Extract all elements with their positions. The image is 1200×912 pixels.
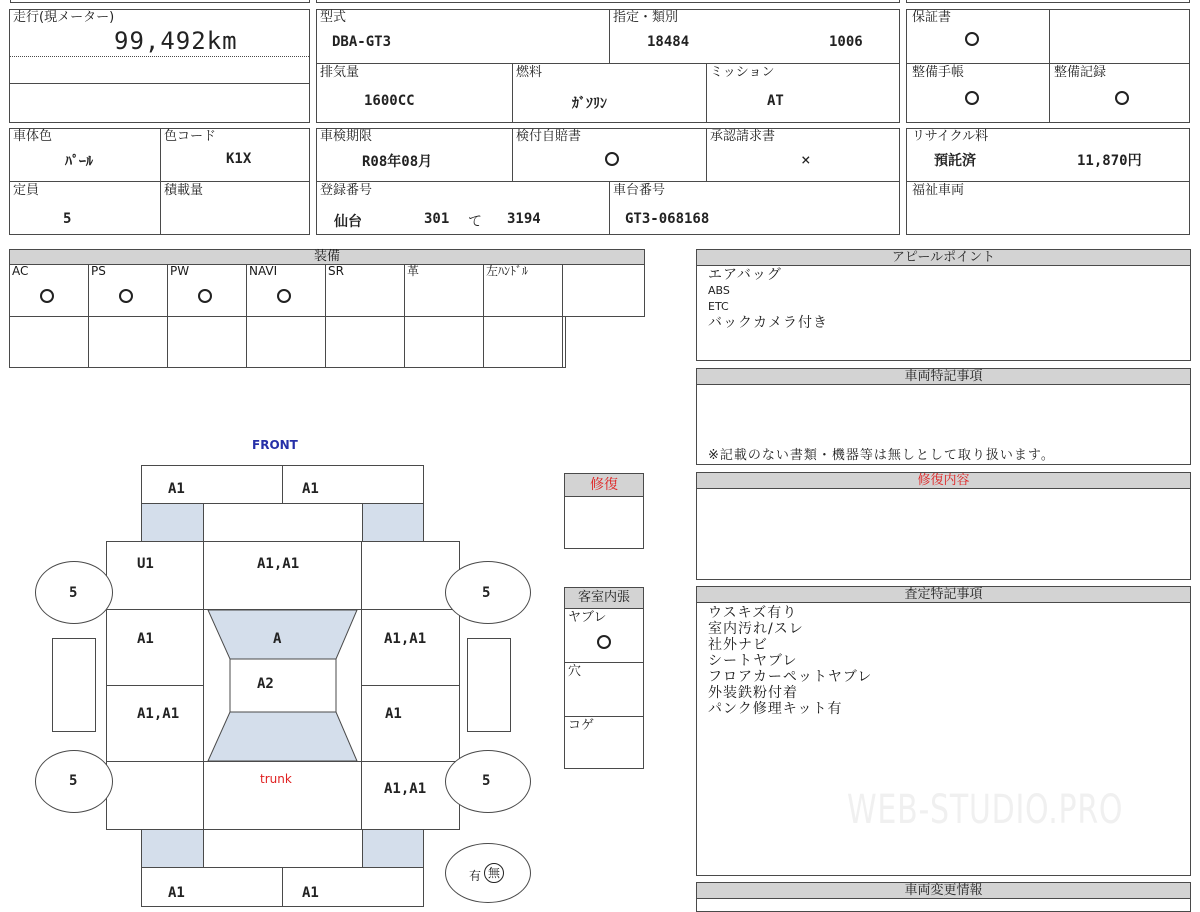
equipment-row-divider: [9, 316, 645, 317]
special-notes-text: ※記載のない書類・機器等は無しとして取り扱います。: [708, 448, 1055, 463]
color-code-label: 色コード: [164, 129, 217, 144]
assessment-line: シートヤブレ: [708, 653, 798, 669]
appeal-header: アピールポイント: [697, 250, 1190, 266]
maintenance-book-label: 整備手帳: [912, 65, 965, 80]
watermark: WEB-STUDIO.PRO: [847, 787, 1124, 833]
assessment-lines: [708, 605, 872, 717]
maintenance-record-circle-icon: [1115, 91, 1129, 105]
equipment-check-circle-icon: [198, 289, 212, 303]
spare-no-label: 無: [484, 863, 504, 883]
color-code-value: K1X: [226, 151, 252, 167]
equipment-item-label: 革: [407, 264, 420, 278]
assessment-line: 社外ナビ: [708, 637, 768, 653]
expiry-value: R08年08月: [362, 154, 433, 170]
left-mirror: [52, 638, 96, 732]
equipment-item-label: AC: [12, 264, 29, 278]
equipment-check-circle-icon: [119, 289, 133, 303]
repair-label: 修復: [590, 477, 618, 493]
capacity-label: 定員: [13, 183, 40, 198]
repair-content-header: 修復内容: [697, 473, 1190, 489]
inspection-row-divider: [317, 181, 899, 182]
load-label: 積載量: [164, 183, 204, 198]
chassis-label: 車台番号: [613, 183, 666, 198]
inspection-box: [316, 128, 900, 235]
registration-number: 3194: [507, 211, 541, 227]
interior-header: [565, 588, 643, 609]
left-front-door-value: A1: [137, 631, 154, 647]
rear-left-value: A1: [168, 885, 185, 901]
fuel-value: ｶﾞｿﾘﾝ: [572, 96, 607, 112]
repair-header: [565, 474, 643, 497]
model-row-divider: [317, 63, 899, 64]
displacement-label: 排気量: [320, 65, 360, 80]
tire-front-right-value: 5: [482, 585, 491, 601]
recycle-label: リサイクル料: [912, 129, 989, 144]
insurance-circle-icon: [605, 152, 619, 166]
interior-divider-1: [565, 662, 643, 663]
right-front-door-value: A1,A1: [384, 631, 427, 647]
rear-right-value: A1: [302, 885, 319, 901]
appeal-line: バックカメラ付き: [708, 315, 828, 331]
equipment-item-label: 左ﾊﾝﾄﾞﾙ: [486, 264, 529, 278]
mileage-dotted-line: [10, 56, 309, 57]
special-notes-header: 車両特記事項: [697, 369, 1190, 385]
recycle-row-divider: [907, 181, 1189, 182]
equipment-item-label: SR: [328, 264, 344, 278]
appeal-box: [696, 249, 1191, 361]
color-box: [9, 128, 310, 235]
assessment-line: 室内汚れ/スレ: [708, 621, 804, 637]
designation-value: 18484: [647, 34, 690, 50]
maintenance-book-circle-icon: [965, 91, 979, 105]
docs-box: [906, 9, 1190, 123]
top-stub-left: [10, 0, 310, 3]
fuel-label: 燃料: [516, 65, 543, 80]
mileage-divider: [10, 83, 309, 84]
recycle-amount: 11,870円: [1077, 153, 1142, 169]
tear-circle-icon: [597, 635, 611, 649]
appeal-line: ETC: [708, 300, 729, 313]
right-mirror: [467, 638, 511, 732]
registration-kana: て: [468, 214, 482, 230]
model-box: [316, 9, 900, 123]
insurance-col-divider: [512, 129, 513, 181]
assessment-line: パンク修理キット有: [708, 701, 843, 717]
rear-glass-shape: [208, 712, 357, 761]
assessment-line: ウスキズ有り: [708, 605, 798, 621]
category-value: 1006: [829, 34, 863, 50]
vehicle-diagram: [0, 430, 560, 900]
front-label: FRONT: [252, 438, 298, 452]
trunk-right-edge: [362, 829, 363, 867]
interior-divider-2: [565, 716, 643, 717]
docs-row-divider: [907, 63, 1189, 64]
transmission-value: AT: [767, 93, 784, 109]
warranty-circle-icon: [965, 32, 979, 46]
assessment-line: 外装鉄粉付着: [708, 685, 798, 701]
designation-label: 指定・類別: [613, 10, 679, 25]
expiry-label: 車検期限: [320, 129, 373, 144]
right-rear-door-value: A1: [385, 706, 402, 722]
windshield-shape: [208, 610, 357, 659]
trans-col-divider: [706, 63, 707, 122]
registration-label: 登録番号: [320, 183, 373, 198]
capacity-value: 5: [63, 211, 72, 227]
equipment-header: [9, 249, 645, 265]
appeal-lines: [708, 267, 828, 331]
left-rear-door-value: A1,A1: [137, 706, 180, 722]
equipment-item-label: PW: [170, 264, 190, 278]
front-left-value: A1: [168, 481, 185, 497]
windshield-value: A: [273, 631, 282, 647]
deposit-value: 預託済: [934, 153, 976, 169]
roof-shape: [230, 659, 336, 712]
maintenance-record-label: 整備記録: [1054, 65, 1107, 80]
mileage-box: [9, 9, 310, 123]
chassis-col-divider: [609, 181, 610, 234]
interior-title: 客室内張: [577, 590, 630, 605]
chassis-value: GT3-068168: [625, 211, 710, 227]
transmission-label: ミッション: [710, 65, 775, 80]
model-value: DBA-GT3: [332, 34, 392, 50]
hole-label: 穴: [568, 664, 582, 679]
body-color-value: ﾊﾟｰﾙ: [65, 154, 93, 170]
spare-yes-label: 有: [469, 869, 482, 883]
warranty-label: 保証書: [912, 10, 952, 25]
model-label: 型式: [320, 10, 347, 25]
tire-rear-left-value: 5: [69, 773, 78, 789]
top-stub-mid: [316, 0, 900, 3]
equipment-title: 装備: [313, 249, 340, 264]
equipment-box: [9, 249, 645, 368]
tire-front-left-value: 5: [69, 585, 78, 601]
front-right-value: A1: [302, 481, 319, 497]
welfare-label: 福祉車両: [912, 183, 965, 198]
rear-bumper-divider: [282, 867, 283, 907]
assessment-line: フロアカーペットヤブレ: [708, 669, 873, 685]
trunk-label: trunk: [260, 772, 292, 786]
burn-label: コゲ: [568, 718, 595, 733]
color-col-divider: [160, 129, 161, 234]
roof-value: A2: [257, 676, 274, 692]
recycle-box: [906, 128, 1190, 235]
top-stub-right: [906, 0, 1190, 3]
approval-label: 承認請求書: [710, 129, 776, 144]
interior-box: [564, 587, 644, 769]
change-info-header: 車両変更情報: [697, 883, 1190, 899]
tire-rear-right-value: 5: [482, 773, 491, 789]
assessment-box: [696, 586, 1191, 876]
trunk-left-edge: [203, 829, 204, 867]
special-notes-box: [696, 368, 1191, 465]
right-rear-value: A1,A1: [384, 781, 427, 797]
hood-left-value: U1: [137, 556, 154, 572]
approval-value: ×: [801, 150, 811, 169]
insurance-label: 検付自賠書: [516, 129, 582, 144]
registration-class: 301: [424, 211, 450, 227]
docs-col-divider: [1049, 10, 1050, 122]
registration-place: 仙台: [334, 214, 362, 230]
hood-right-value: A1,A1: [257, 556, 300, 572]
repair-content-box: [696, 472, 1191, 580]
model-col-divider: [609, 10, 610, 63]
equipment-check-circle-icon: [40, 289, 54, 303]
assessment-header: 査定特記事項: [697, 587, 1190, 603]
body-color-label: 車体色: [13, 129, 53, 144]
approval-col-divider: [706, 129, 707, 181]
rear-fender-outline: [141, 829, 424, 868]
appeal-line: エアバッグ: [708, 267, 782, 283]
fuel-col-divider: [512, 63, 513, 122]
equipment-item-label: NAVI: [249, 264, 278, 278]
appeal-line: ABS: [708, 284, 730, 297]
displacement-value: 1600CC: [364, 93, 415, 109]
change-info-box: [696, 882, 1191, 912]
mileage-label: 走行(現メーター): [13, 10, 115, 25]
equipment-check-circle-icon: [277, 289, 291, 303]
tear-label: ヤブレ: [568, 610, 607, 625]
repair-box: [564, 473, 644, 549]
mileage-value: 99,492km: [114, 27, 238, 55]
equipment-item-label: PS: [91, 264, 106, 278]
